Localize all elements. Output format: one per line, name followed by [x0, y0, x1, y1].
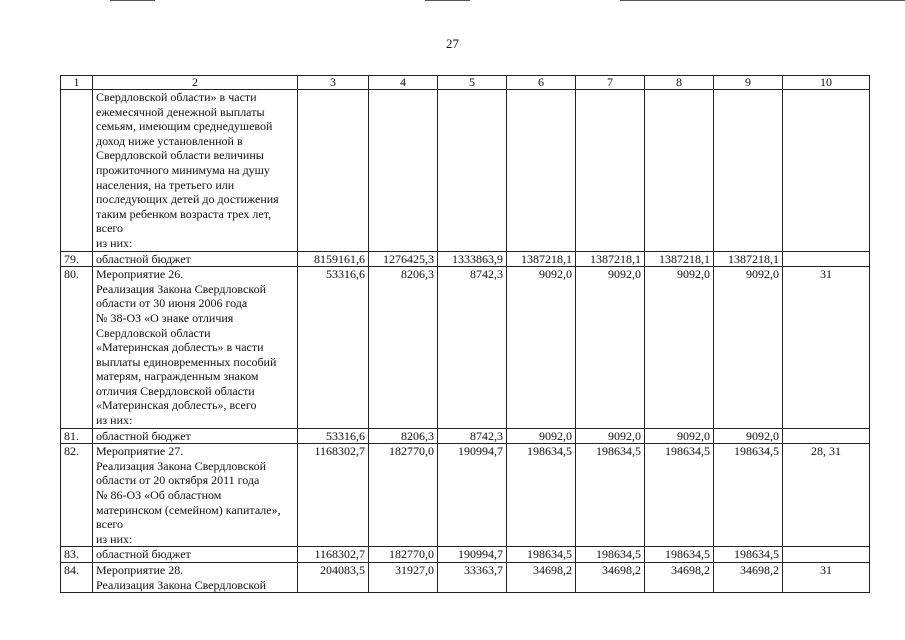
value-cell: 190994,7: [438, 547, 507, 563]
value-cell: 198634,5: [507, 444, 576, 547]
description-line: последующих детей до достижения: [96, 192, 279, 207]
source-cell: 31: [783, 267, 870, 429]
value-cell: 1387218,1: [714, 251, 783, 267]
description-line: «Материнская доблесть», всего: [96, 398, 257, 413]
page-number: 27: [446, 36, 459, 51]
value-cell: 1387218,1: [507, 251, 576, 267]
value-cell: 1168302,7: [298, 444, 369, 547]
description-line: области от 30 июня 2006 года: [96, 296, 248, 311]
column-header: 9: [714, 76, 783, 90]
value-cell: [438, 90, 507, 252]
row-description: [93, 251, 298, 267]
value-cell: 190994,7: [438, 444, 507, 547]
description-line: всего: [96, 517, 124, 532]
value-cell: 198634,5: [507, 547, 576, 563]
description-line: ежемесячной денежной выплаты: [96, 104, 265, 119]
value-cell: [576, 90, 645, 252]
table-row: [61, 267, 870, 429]
table-row: [61, 563, 870, 593]
source-cell: [783, 547, 870, 563]
value-cell: 1276425,3: [369, 251, 438, 267]
description-line: населения, на третьего или: [96, 177, 235, 192]
value-cell: 204083,5: [298, 563, 369, 593]
description-line: доход ниже установленной в: [96, 133, 243, 148]
value-cell: 8159161,6: [298, 251, 369, 267]
value-cell: 9092,0: [645, 267, 714, 429]
description-line: отличия Свердловской области: [96, 383, 255, 398]
description-line: № 38-ОЗ «О знаке отличия: [96, 310, 234, 325]
value-cell: 8742,3: [438, 428, 507, 444]
description-line: областной бюджет: [96, 547, 191, 562]
value-cell: 34698,2: [576, 563, 645, 593]
description-line: матерям, награжденным знаком: [96, 369, 259, 384]
value-cell: 198634,5: [645, 444, 714, 547]
value-cell: 198634,5: [714, 547, 783, 563]
row-number: [61, 90, 93, 252]
value-cell: 9092,0: [714, 267, 783, 429]
value-cell: 1387218,1: [645, 251, 714, 267]
column-header: 1: [61, 76, 93, 90]
value-cell: 53316,6: [298, 428, 369, 444]
value-cell: [369, 90, 438, 252]
value-cell: 198634,5: [576, 547, 645, 563]
value-cell: 8742,3: [438, 267, 507, 429]
description-line: Мероприятие 26.: [96, 267, 184, 282]
description-line: Свердловской области» в части: [96, 90, 257, 104]
top-rule-left: [110, 0, 155, 1]
value-cell: 1387218,1: [576, 251, 645, 267]
description-line: таким ребенком возраста трех лет,: [96, 206, 272, 221]
source-cell: [783, 90, 870, 252]
table-row: [61, 547, 870, 563]
description-line: прожиточного минимума на душу: [96, 162, 270, 177]
row-number: 80.: [61, 267, 93, 429]
value-cell: 198634,5: [576, 444, 645, 547]
row-number: 84.: [61, 563, 93, 593]
value-cell: [714, 90, 783, 252]
description-line: из них:: [96, 531, 133, 546]
value-cell: 9092,0: [576, 267, 645, 429]
column-header: 7: [576, 76, 645, 90]
description-line: семьям, имеющим среднедушевой: [96, 119, 273, 134]
description-line: из них:: [96, 413, 133, 428]
value-cell: 1333863,9: [438, 251, 507, 267]
description-line: Мероприятие 27.: [96, 444, 184, 459]
description-line: Свердловской области: [96, 325, 211, 340]
description-line: Свердловской области величины: [96, 148, 264, 163]
row-description: [93, 428, 298, 444]
value-cell: [645, 90, 714, 252]
description-line: Реализация Закона Свердловской: [96, 577, 266, 592]
column-header: 2: [93, 76, 298, 90]
column-header: 5: [438, 76, 507, 90]
description-line: из них:: [96, 235, 133, 250]
column-header: 10: [783, 76, 870, 90]
source-cell: 28, 31: [783, 444, 870, 547]
column-header: 4: [369, 76, 438, 90]
value-cell: 182770,0: [369, 444, 438, 547]
value-cell: 31927,0: [369, 563, 438, 593]
description-line: областной бюджет: [96, 428, 191, 443]
value-cell: 8206,3: [369, 267, 438, 429]
row-number: 81.: [61, 428, 93, 444]
value-cell: 34698,2: [645, 563, 714, 593]
value-cell: 1168302,7: [298, 547, 369, 563]
value-cell: 182770,0: [369, 547, 438, 563]
value-cell: [298, 90, 369, 252]
row-description: [93, 563, 298, 593]
description-line: Реализация Закона Свердловской: [96, 458, 266, 473]
description-line: всего: [96, 221, 124, 236]
source-cell: 31: [783, 563, 870, 593]
description-line: Реализация Закона Свердловской: [96, 281, 266, 296]
description-line: «Материнская доблесть» в части: [96, 340, 264, 355]
budget-table: [60, 75, 870, 593]
table-row: [61, 428, 870, 444]
description-line: области от 20 октября 2011 года: [96, 473, 260, 488]
source-cell: [783, 428, 870, 444]
description-line: областной бюджет: [96, 251, 191, 266]
table-row: [61, 251, 870, 267]
value-cell: 33363,7: [438, 563, 507, 593]
value-cell: 198634,5: [714, 444, 783, 547]
description-line: Мероприятие 28.: [96, 563, 184, 577]
value-cell: 9092,0: [507, 267, 576, 429]
value-cell: 9092,0: [576, 428, 645, 444]
description-line: выплаты единовременных пособий: [96, 354, 277, 369]
value-cell: 34698,2: [507, 563, 576, 593]
column-header: 6: [507, 76, 576, 90]
source-cell: [783, 251, 870, 267]
value-cell: [507, 90, 576, 252]
top-rule-center: [425, 0, 470, 1]
row-description: [93, 547, 298, 563]
row-number: 83.: [61, 547, 93, 563]
header-row: [61, 76, 870, 90]
row-description: [93, 90, 298, 252]
table-row: [61, 90, 870, 252]
table-row: [61, 444, 870, 547]
value-cell: 9092,0: [714, 428, 783, 444]
row-number: 82.: [61, 444, 93, 547]
description-line: материнском (семейном) капитале»,: [96, 502, 281, 517]
value-cell: 9092,0: [645, 428, 714, 444]
column-header: 8: [645, 76, 714, 90]
value-cell: 34698,2: [714, 563, 783, 593]
row-number: 79.: [61, 251, 93, 267]
value-cell: 8206,3: [369, 428, 438, 444]
top-rule-right: [620, 0, 905, 1]
description-line: № 86-ОЗ «Об областном: [96, 488, 222, 503]
value-cell: 198634,5: [645, 547, 714, 563]
row-description: [93, 444, 298, 547]
value-cell: 53316,6: [298, 267, 369, 429]
column-header: 3: [298, 76, 369, 90]
row-description: [93, 267, 298, 429]
value-cell: 9092,0: [507, 428, 576, 444]
